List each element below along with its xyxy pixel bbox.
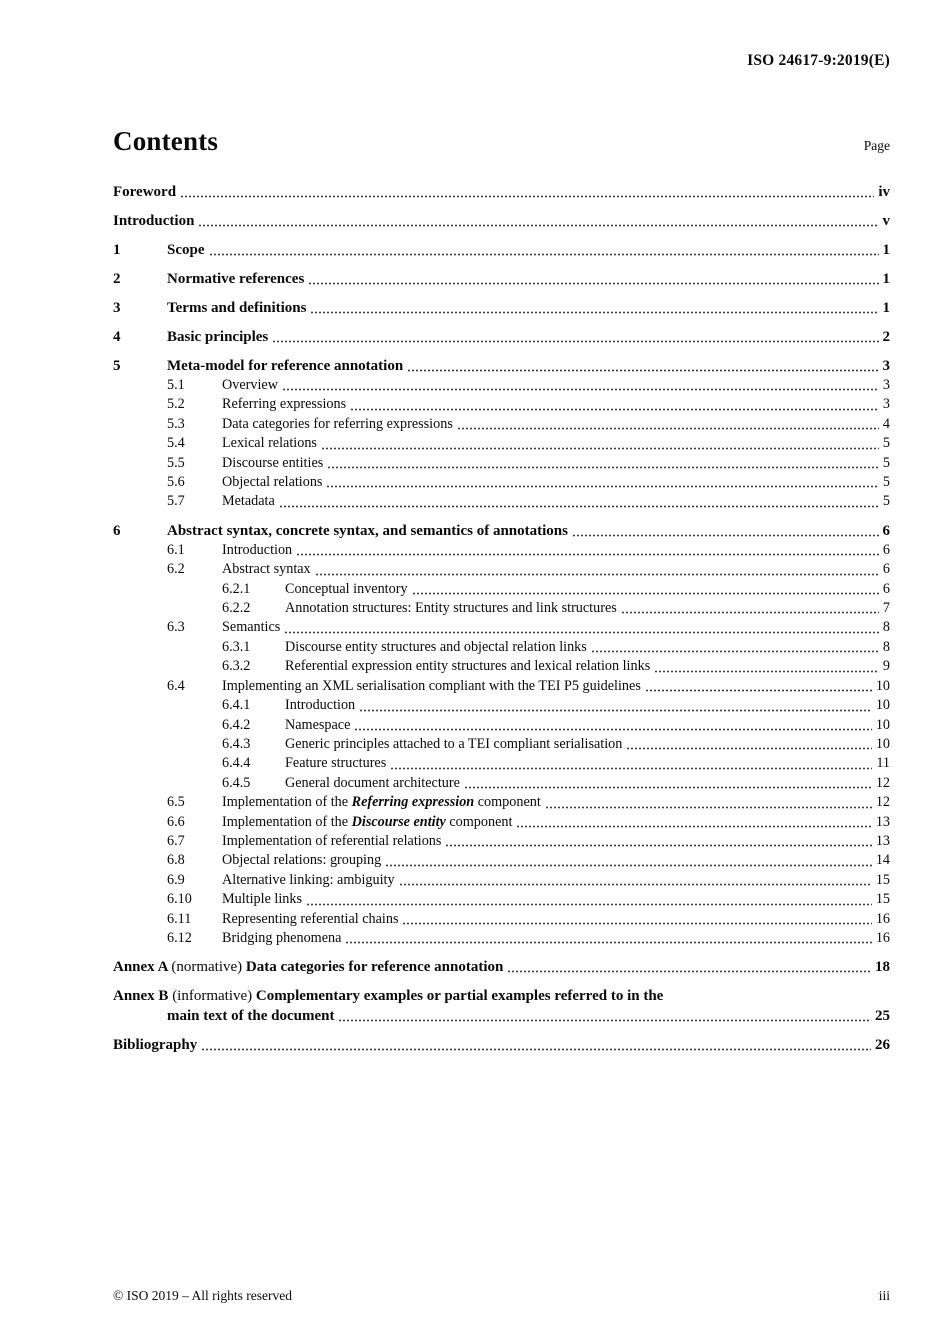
dot-leader [326, 485, 878, 488]
toc-entry-title: Semantics [222, 619, 281, 636]
toc-entry-page: 6 [882, 580, 890, 597]
toc-entry [113, 521, 890, 541]
toc-entry [113, 395, 890, 414]
dot-leader [385, 864, 872, 867]
toc-entry-page: 10 [875, 716, 890, 733]
toc-entry [113, 957, 890, 977]
dot-leader [402, 922, 871, 925]
toc-entry [113, 813, 890, 832]
toc-entry-title: Objectal relations [222, 474, 323, 491]
toc-entry-number: 5.1 [167, 377, 185, 393]
toc-entry-page: 15 [875, 871, 890, 888]
dot-leader [516, 825, 871, 828]
toc-entry-number: 6.1 [167, 541, 185, 558]
toc-entry-title: Discourse entities [222, 454, 324, 471]
dot-leader [284, 631, 879, 634]
toc-entry [113, 1035, 890, 1055]
dot-leader [407, 369, 878, 372]
toc-entry-title: Referring expressions [222, 396, 347, 413]
toc-entry-title: Abstract syntax, concrete syntax, and semantics of annotations [167, 522, 568, 539]
toc-entry [113, 871, 890, 890]
toc-entry-title: Bridging phenomena [222, 929, 342, 946]
page-column-label: Page [863, 138, 890, 153]
toc-entry [113, 851, 890, 870]
toc-entry [113, 1006, 890, 1026]
toc-entry-title: Annex B (informative) Complementary examples or partial examples referred to in the [113, 988, 664, 1005]
toc-entry [113, 240, 890, 260]
dot-leader [272, 340, 878, 343]
toc-entry [113, 793, 890, 812]
toc-entry-title: main text of the document [167, 1008, 335, 1025]
toc-entry-number: 3 [113, 300, 121, 316]
toc-entry-page: 10 [875, 697, 890, 714]
toc-entry-title: Referential expression entity structures and lexical relation links [285, 658, 651, 675]
toc-entry-page: 11 [876, 755, 890, 772]
toc-entry-title: Introduction [285, 697, 356, 714]
dot-leader [345, 941, 871, 944]
toc-entry [113, 211, 890, 231]
toc-entry [113, 376, 890, 395]
dot-leader [282, 388, 879, 391]
dot-leader [198, 224, 878, 227]
dot-leader [399, 883, 872, 886]
toc-entry-page: 3 [882, 396, 890, 413]
toc-entry [113, 599, 890, 618]
toc-entry-number: 6.4.1 [222, 697, 251, 714]
toc-entry [113, 541, 890, 560]
toc-entry-page: 12 [875, 794, 890, 811]
toc-entry [113, 832, 890, 851]
toc-entry-number: 6.3.1 [222, 638, 251, 655]
toc-entry-page: 6 [882, 522, 890, 539]
toc-entry-number: 6.2.1 [222, 580, 251, 597]
toc-entry-page: 10 [875, 677, 890, 694]
toc-entry-page: 16 [875, 910, 890, 927]
toc-entry-title: Lexical relations [222, 435, 317, 452]
dot-leader [507, 970, 871, 973]
dot-leader [338, 1019, 871, 1022]
toc-entry-number: 6 [113, 522, 121, 539]
toc-entry-title: Implementation of the Referring expression component [222, 794, 541, 811]
toc-entry-title: General document architecture [285, 774, 460, 791]
folio-page-number: iii [878, 1288, 890, 1303]
toc-entry-number: 5.6 [167, 474, 185, 491]
toc-entry-page: 10 [875, 735, 890, 752]
toc-entry-number: 6.3.2 [222, 658, 251, 675]
dot-leader [645, 689, 872, 692]
toc-entry-page: 26 [875, 1037, 890, 1054]
toc-entry-title: Multiple links [222, 891, 303, 908]
dot-leader [464, 786, 872, 789]
dot-leader [315, 573, 879, 576]
toc-entry-title: Conceptual inventory [285, 580, 408, 597]
toc-entry [113, 269, 890, 289]
toc-entry-title: Abstract syntax [222, 561, 311, 578]
toc-entry-title: Implementation of referential relations [222, 832, 442, 849]
toc-entry-page: 1 [882, 271, 890, 287]
toc-entry-number: 6.9 [167, 871, 185, 888]
toc-entry [113, 618, 890, 637]
dot-leader [591, 650, 879, 653]
toc-entry-page: 3 [882, 377, 890, 393]
toc-entry-page: 15 [875, 891, 890, 908]
toc-entry [113, 580, 890, 599]
dot-leader [390, 767, 872, 770]
toc-entry-title: Metadata [222, 493, 275, 510]
contents-heading-row [113, 126, 890, 157]
toc-entry-title: Introduction [113, 213, 195, 229]
dot-leader [621, 611, 879, 614]
toc-entry-page: 12 [875, 774, 890, 791]
toc-entry-page: 8 [882, 638, 890, 655]
toc-entry-number: 5.3 [167, 415, 185, 432]
toc-entry-page: 5 [882, 474, 890, 491]
toc-entry [113, 298, 890, 318]
toc-entry [113, 560, 890, 579]
dot-leader [626, 747, 871, 750]
dot-leader [308, 282, 878, 285]
dot-leader [457, 427, 879, 430]
toc-entry-page: 9 [882, 658, 890, 675]
toc-entry-number: 5.5 [167, 454, 185, 471]
toc-entry [113, 356, 890, 376]
toc-entry-title: Generic principles attached to a TEI compliant serialisation [285, 735, 623, 752]
toc-entry-page: 4 [882, 415, 890, 432]
toc-entry-number: 5 [113, 358, 121, 374]
toc-entry [113, 657, 890, 676]
toc-entry-page: 5 [882, 493, 890, 510]
toc-entry [113, 638, 890, 657]
toc-entry-title: Normative references [167, 271, 305, 287]
toc-entry-page: 5 [882, 435, 890, 452]
dot-leader [545, 806, 872, 809]
toc-entry-number: 6.5 [167, 794, 185, 811]
toc-entry [113, 774, 890, 793]
page-footer [113, 1288, 890, 1304]
dot-leader [572, 534, 879, 537]
dot-leader [279, 505, 879, 508]
toc-entry-page: 14 [875, 852, 890, 869]
toc-entry-number: 6.2.2 [222, 600, 251, 617]
toc-entry-number: 2 [113, 271, 121, 287]
toc-entry-number: 6.10 [167, 891, 192, 908]
toc-entry-title: Implementing an XML serialisation compliant with the TEI P5 guidelines [222, 677, 641, 694]
dot-leader [209, 253, 879, 256]
toc-entry-number: 6.4.3 [222, 735, 251, 752]
toc-entry-page: iv [878, 184, 890, 200]
toc-entry-title: Meta-model for reference annotation [167, 358, 404, 374]
dot-leader [350, 408, 879, 411]
toc-entry-page: 6 [882, 561, 890, 578]
toc-entry-title: Feature structures [285, 755, 387, 772]
dot-leader [306, 903, 872, 906]
dot-leader [654, 670, 879, 673]
dot-leader [321, 447, 879, 450]
toc-entry-title: Discourse entity structures and objectal relation links [285, 638, 587, 655]
toc-entry [113, 434, 890, 453]
toc-entry-title: Introduction [222, 541, 293, 558]
toc-entry [113, 327, 890, 347]
toc-entry-title: Representing referential chains [222, 910, 399, 927]
toc-entry [113, 696, 890, 715]
toc-entry-number: 6.7 [167, 832, 185, 849]
toc-entry-page: 16 [875, 929, 890, 946]
toc-entry-page: 1 [882, 242, 890, 258]
toc-entry-page: 5 [882, 454, 890, 471]
document-reference: ISO 24617-9:2019(E) [747, 52, 890, 69]
toc-entry-title: Annotation structures: Entity structures and link structures [285, 600, 617, 617]
toc-entry-number: 6.4 [167, 677, 185, 694]
toc-entry-page: 18 [875, 959, 890, 976]
toc-entry [113, 677, 890, 696]
toc-entry-page: 1 [882, 300, 890, 316]
toc-entry [113, 735, 890, 754]
toc-entry-title: Foreword [113, 184, 177, 200]
toc-entry-title: Basic principles [167, 329, 269, 345]
toc-entry [113, 986, 890, 1006]
toc-entry-number: 5.7 [167, 493, 185, 510]
toc-entry-title: Annex A (normative) Data categories for reference annotation [113, 959, 504, 976]
toc-entry-title: Objectal relations: grouping [222, 852, 382, 869]
toc-entry-page: 3 [882, 358, 890, 374]
dot-leader [359, 709, 872, 712]
toc-entry-number: 5.2 [167, 396, 185, 413]
toc-entry-number: 6.4.5 [222, 774, 251, 791]
contents-title: Contents [113, 126, 219, 156]
toc-entry-title: Data categories for referring expressions [222, 415, 453, 432]
toc-entry-number: 6.8 [167, 852, 185, 869]
toc-entry-number: 6.4.2 [222, 716, 251, 733]
toc-entry [113, 454, 890, 473]
toc-entry-page: 6 [882, 541, 890, 558]
dot-leader [296, 553, 879, 556]
dot-leader [201, 1048, 871, 1051]
toc-entry-page: 25 [875, 1008, 890, 1025]
toc-entry-number: 6.6 [167, 813, 185, 830]
toc-entry-page: v [882, 213, 890, 229]
dot-leader [354, 728, 871, 731]
copyright-notice: © ISO 2019 – All rights reserved [113, 1288, 292, 1303]
toc-entry [113, 492, 890, 511]
toc-entry [113, 415, 890, 434]
toc-entry-page: 7 [882, 600, 890, 617]
toc-entry-page: 13 [875, 832, 890, 849]
toc-entry-title: Terms and definitions [167, 300, 307, 316]
toc-entry-title: Overview [222, 377, 278, 393]
toc-entry-title: Alternative linking: ambiguity [222, 871, 395, 888]
dot-leader [327, 466, 879, 469]
toc-entry-title: Bibliography [113, 1037, 198, 1054]
toc-entries [113, 182, 890, 1055]
dot-leader [180, 195, 874, 198]
toc-entry-title: Namespace [285, 716, 351, 733]
toc-entry [113, 182, 890, 202]
toc-entry [113, 473, 890, 492]
toc-entry [113, 716, 890, 735]
toc-entry-title: Scope [167, 242, 205, 258]
toc-entry-title: Implementation of the Discourse entity component [222, 813, 513, 830]
toc-entry-number: 6.3 [167, 619, 185, 636]
toc-entry-page: 2 [882, 329, 890, 345]
dot-leader [445, 844, 871, 847]
toc-entry-number: 6.4.4 [222, 755, 251, 772]
toc-entry [113, 910, 890, 929]
toc-entry-number: 6.11 [167, 910, 192, 927]
toc-entry-number: 4 [113, 329, 121, 345]
toc-entry-number: 1 [113, 242, 121, 258]
toc-entry [113, 929, 890, 948]
toc-entry-number: 6.12 [167, 929, 192, 946]
toc-entry-number: 5.4 [167, 435, 185, 452]
toc-entry-number: 6.2 [167, 561, 185, 578]
toc-entry-page: 13 [875, 813, 890, 830]
toc-entry [113, 890, 890, 909]
dot-leader [412, 592, 879, 595]
toc-entry-page: 8 [882, 619, 890, 636]
dot-leader [310, 311, 878, 314]
toc-entry [113, 754, 890, 773]
